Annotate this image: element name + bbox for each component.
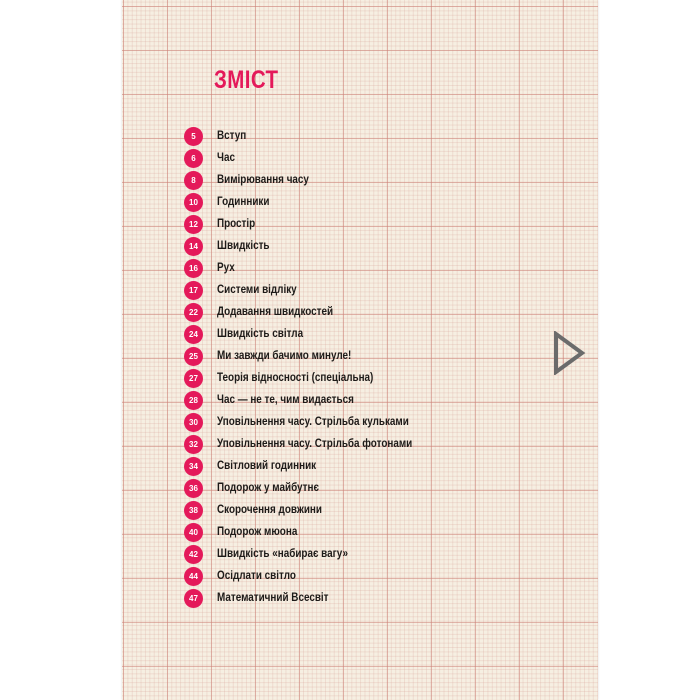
toc-item [184, 345, 444, 367]
toc-item [184, 587, 444, 609]
toc-entry-title: Рух [217, 262, 235, 274]
page-number-badge: 10 [184, 193, 203, 212]
toc-item [184, 565, 444, 587]
toc-entry-title: Швидкість «набирає вагу» [217, 548, 348, 560]
toc-item [184, 433, 444, 455]
page-number-badge: 32 [184, 435, 203, 454]
page-number-badge: 34 [184, 457, 203, 476]
page-number-badge: 30 [184, 413, 203, 432]
page-number-badge: 28 [184, 391, 203, 410]
toc-entry-title: Осідлати світло [217, 570, 296, 582]
page-number-badge: 44 [184, 567, 203, 586]
next-page-arrow[interactable] [551, 331, 587, 375]
page-number-badge: 47 [184, 589, 203, 608]
toc-item [184, 279, 444, 301]
page-number-badge: 16 [184, 259, 203, 278]
toc-item [184, 521, 444, 543]
page-number-badge: 12 [184, 215, 203, 234]
toc-item [184, 477, 444, 499]
toc-entry-title: Скорочення довжини [217, 504, 322, 516]
toc-entry-title: Подорож у майбутнє [217, 482, 319, 494]
page-number-badge: 22 [184, 303, 203, 322]
page-number-badge: 40 [184, 523, 203, 542]
table-of-contents [184, 125, 444, 609]
toc-entry-title: Світловий годинник [217, 460, 317, 472]
toc-item [184, 499, 444, 521]
toc-entry-title: Ми завжди бачимо минуле! [217, 350, 352, 362]
toc-entry-title: Простір [217, 218, 256, 230]
toc-entry-title: Швидкість світла [217, 328, 304, 340]
page-number-badge: 36 [184, 479, 203, 498]
toc-item [184, 455, 444, 477]
toc-entry-title: Годинники [217, 196, 270, 208]
toc-entry-title: Системи відліку [217, 284, 297, 296]
page-title: ЗМІСТ [214, 66, 279, 94]
toc-item [184, 213, 444, 235]
page-number-badge: 5 [184, 127, 203, 146]
toc-item [184, 147, 444, 169]
toc-item [184, 191, 444, 213]
toc-entry-title: Час [217, 152, 235, 164]
toc-entry-title: Вступ [217, 130, 247, 142]
toc-entry-title: Швидкість [217, 240, 270, 252]
toc-entry-title: Математичний Всесвіт [217, 592, 329, 604]
page-number-badge: 38 [184, 501, 203, 520]
toc-item [184, 323, 444, 345]
toc-item [184, 543, 444, 565]
toc-item [184, 235, 444, 257]
page-number-badge: 17 [184, 281, 203, 300]
toc-item [184, 125, 444, 147]
toc-entry-title: Вимірювання часу [217, 174, 309, 186]
page-number-badge: 27 [184, 369, 203, 388]
page-number-badge: 24 [184, 325, 203, 344]
toc-entry-title: Уповільнення часу. Стрільба фотонами [217, 438, 413, 450]
toc-item [184, 169, 444, 191]
play-arrow-outline-icon [551, 331, 587, 375]
toc-entry-title: Теорія відносності (спеціальна) [217, 372, 374, 384]
toc-entry-title: Уповільнення часу. Стрільба кульками [217, 416, 409, 428]
toc-item [184, 367, 444, 389]
toc-item [184, 257, 444, 279]
page-number-badge: 6 [184, 149, 203, 168]
page-number-badge: 14 [184, 237, 203, 256]
toc-item [184, 301, 444, 323]
toc-entry-title: Додавання швидкостей [217, 306, 334, 318]
toc-item [184, 411, 444, 433]
page-number-badge: 42 [184, 545, 203, 564]
page-number-badge: 25 [184, 347, 203, 366]
page-number-badge: 8 [184, 171, 203, 190]
toc-item [184, 389, 444, 411]
toc-entry-title: Подорож мюона [217, 526, 298, 538]
toc-entry-title: Час — не те, чим видається [217, 394, 354, 406]
